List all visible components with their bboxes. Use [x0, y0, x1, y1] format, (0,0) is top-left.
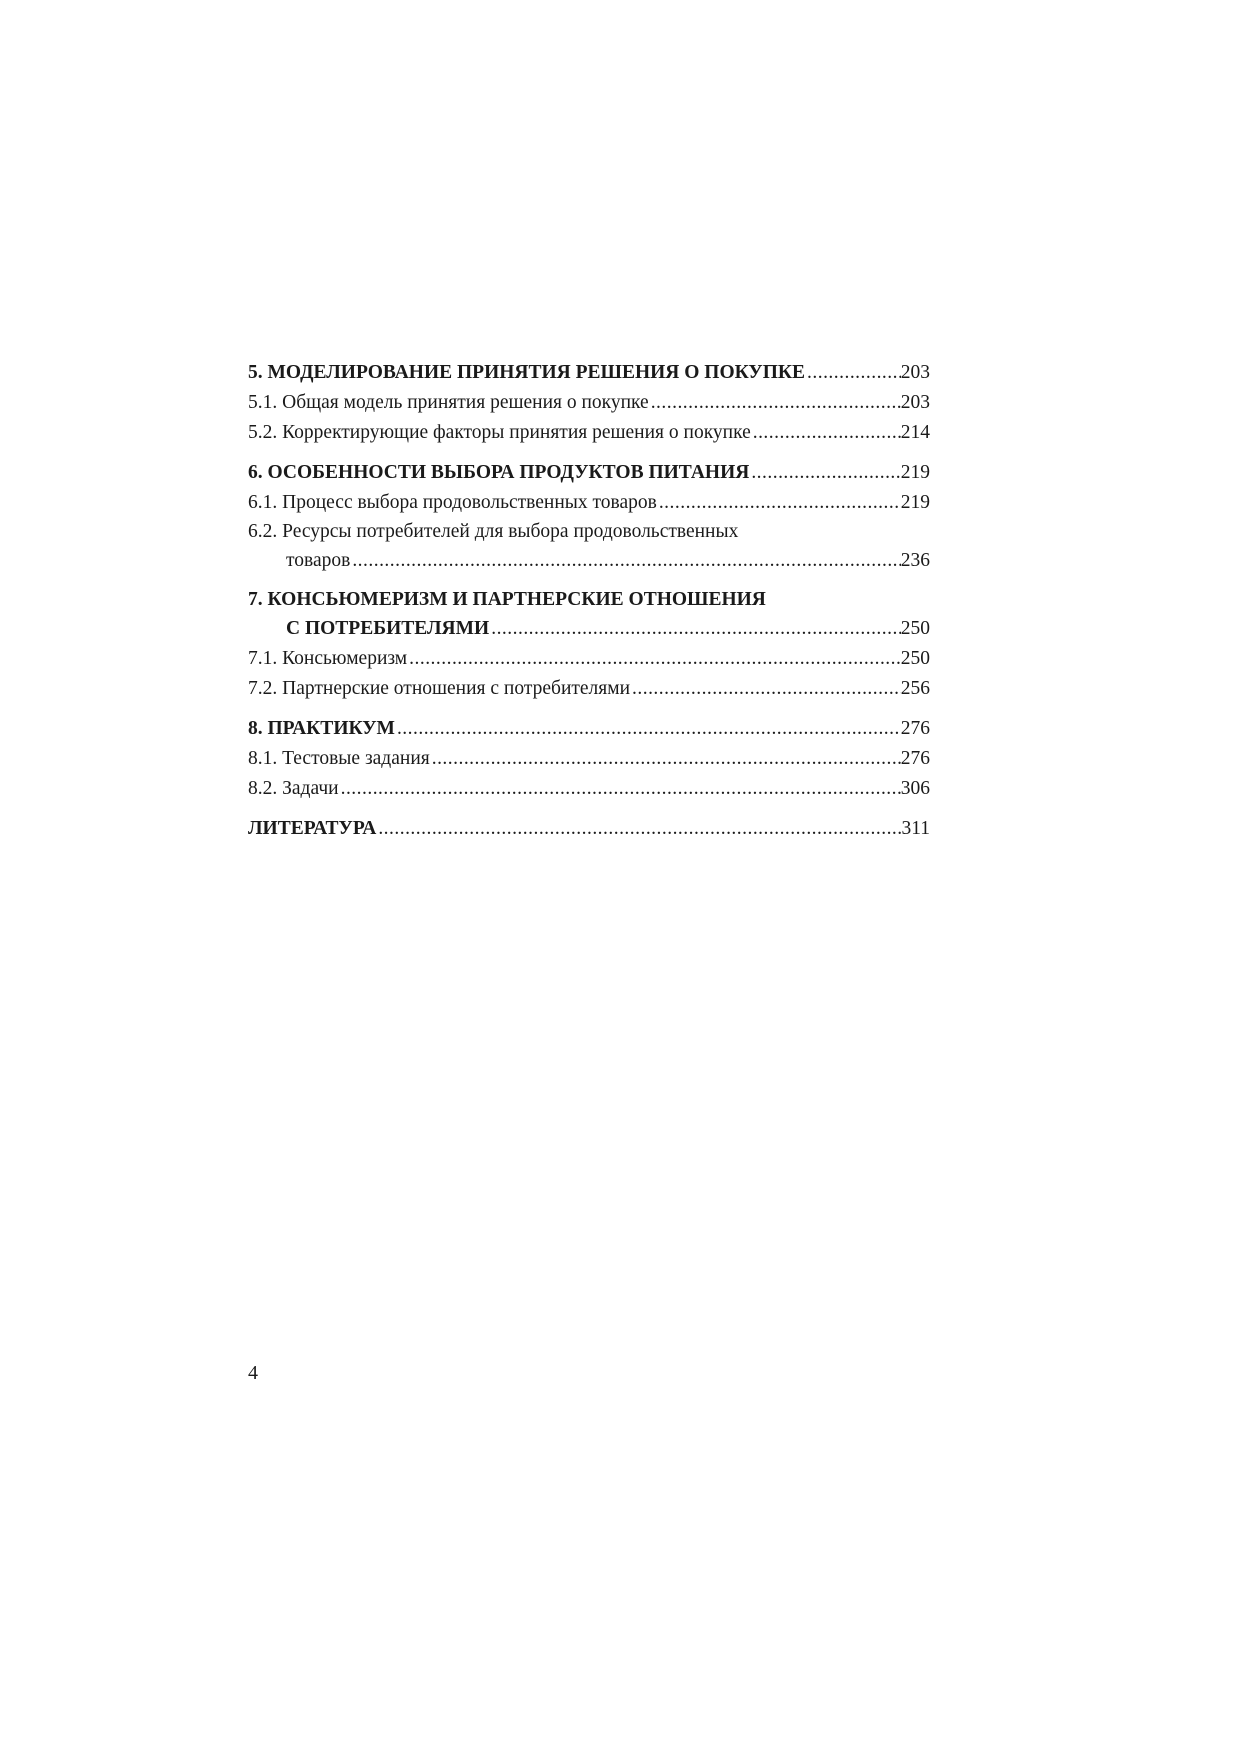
section-title: 7.2. Партнерские отношения с потребителями: [248, 678, 631, 699]
section-page-number: 214: [900, 422, 930, 443]
spacer: [248, 704, 930, 714]
dot-leader: [751, 418, 901, 448]
chapter-title: 6. ОСОБЕННОСТИ ВЫБОРА ПРОДУКТОВ ПИТАНИЯ: [248, 462, 750, 483]
section-page-number: 203: [900, 392, 930, 413]
dot-leader: [489, 614, 901, 644]
section-title: 7.1. Консьюмеризм: [248, 648, 408, 669]
dot-leader: [395, 714, 901, 744]
section-page-number: 250: [900, 648, 930, 669]
section-page-number: 219: [900, 492, 930, 513]
spacer: [248, 804, 930, 814]
spacer: [248, 576, 930, 586]
dot-leader: [407, 644, 901, 674]
toc-section-6-2[interactable]: [248, 546, 930, 576]
toc-chapter-5[interactable]: [248, 358, 930, 388]
section-title: 8.1. Тестовые задания: [248, 748, 430, 769]
section-title-continued: товаров: [286, 550, 351, 571]
section-title: 8.2. Задачи: [248, 778, 339, 799]
dot-leader: [649, 388, 901, 418]
chapter-title: 5. МОДЕЛИРОВАНИЕ ПРИНЯТИЯ РЕШЕНИЯ О ПОКУПКЕ: [248, 362, 806, 383]
dot-leader: [805, 358, 901, 388]
toc-section-6-2-line1[interactable]: 6.2. Ресурсы потребителей для выбора продовольственных: [248, 521, 739, 542]
table-of-contents: [248, 358, 930, 844]
chapter-page-number: 203: [900, 362, 930, 383]
toc-section-5-2[interactable]: [248, 418, 930, 448]
toc-chapter-7-line1[interactable]: 7. КОНСЬЮМЕРИЗМ И ПАРТНЕРСКИЕ ОТНОШЕНИЯ: [248, 589, 766, 610]
chapter-page-number: 219: [900, 462, 930, 483]
chapter-page-number: 250: [900, 618, 930, 639]
toc-section-8-2[interactable]: [248, 774, 930, 804]
dot-leader: [657, 488, 901, 518]
dot-leader: [376, 814, 901, 844]
toc-section-5-1[interactable]: [248, 388, 930, 418]
toc-chapter-7[interactable]: [248, 614, 930, 644]
section-page-number: 256: [900, 678, 930, 699]
toc-chapter-8[interactable]: [248, 714, 930, 744]
dot-leader: [430, 744, 901, 774]
chapter-title-continued: С ПОТРЕБИТЕЛЯМИ: [286, 618, 490, 639]
chapter-title: ЛИТЕРАТУРА: [248, 818, 377, 839]
toc-section-7-1[interactable]: [248, 644, 930, 674]
page-number: 4: [248, 1362, 258, 1384]
chapter-title: 8. ПРАКТИКУМ: [248, 718, 395, 739]
section-title: 5.2. Корректирующие факторы принятия решения о покупке: [248, 422, 751, 443]
toc-section-8-1[interactable]: [248, 744, 930, 774]
spacer: [248, 448, 930, 458]
toc-chapter-6[interactable]: [248, 458, 930, 488]
section-page-number: 236: [900, 550, 930, 571]
dot-leader: [630, 674, 901, 704]
dot-leader: [339, 774, 901, 804]
section-title: 5.1. Общая модель принятия решения о покупке: [248, 392, 649, 413]
chapter-page-number: 276: [900, 718, 930, 739]
section-page-number: 306: [900, 778, 930, 799]
toc-section-7-2[interactable]: [248, 674, 930, 704]
chapter-page-number: 311: [901, 818, 930, 839]
toc-literature[interactable]: [248, 814, 930, 844]
dot-leader: [350, 546, 900, 576]
dot-leader: [749, 458, 900, 488]
section-title: 6.1. Процесс выбора продовольственных товаров: [248, 492, 657, 513]
toc-section-6-1[interactable]: [248, 488, 930, 518]
section-page-number: 276: [900, 748, 930, 769]
